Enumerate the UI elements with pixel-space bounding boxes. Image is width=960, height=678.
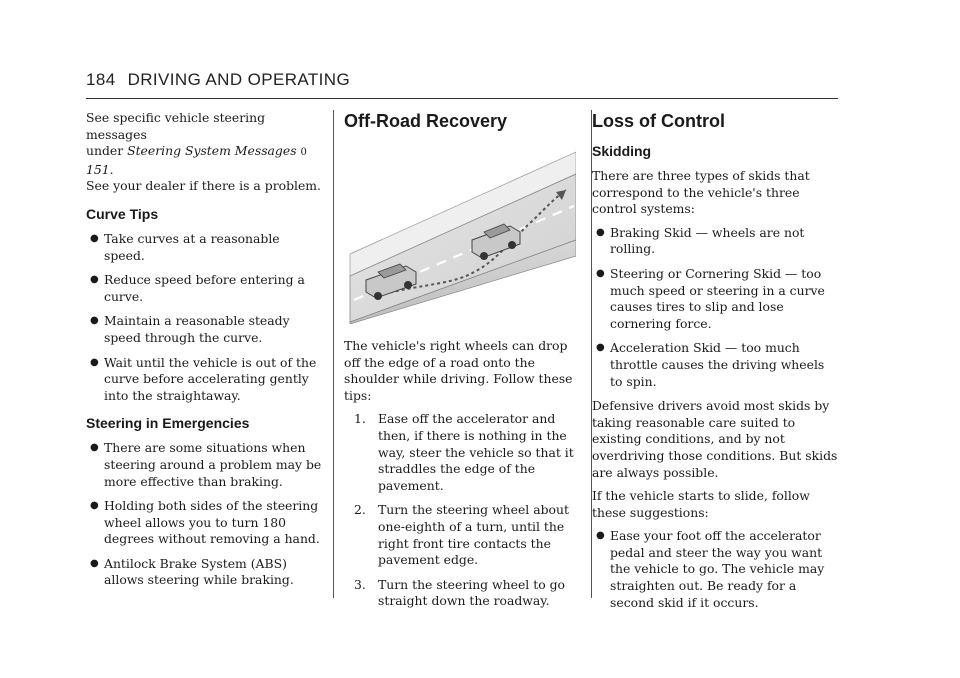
column-3	[592, 110, 838, 619]
list-item-text: Reduce speed before entering a curve.	[104, 272, 305, 304]
list-item-text: Antilock Brake System (ABS) allows steering while braking.	[104, 555, 294, 588]
loss-of-control-heading: Loss of Control	[592, 111, 725, 131]
curve-tips-heading: Curve Tips	[86, 205, 159, 222]
suggestions-list	[592, 528, 838, 611]
list-item-text: There are some situations when steering around a problem may be more effective than braking.	[104, 440, 322, 489]
emergencies-list	[86, 440, 322, 589]
bullet-icon: ●	[90, 356, 99, 368]
off-road-steps	[354, 411, 580, 610]
list-item	[354, 411, 580, 494]
bullet-icon: ●	[90, 315, 99, 327]
bullet-icon: ●	[596, 226, 605, 238]
page-header	[86, 70, 350, 90]
column-divider-1	[333, 110, 334, 598]
bullet-icon: ●	[596, 267, 605, 279]
step-text: Turn the steering wheel to go straight down the roadway.	[378, 576, 565, 609]
intro-line-1: See specific vehicle steering messages	[86, 110, 266, 142]
step-number: 1.	[354, 411, 366, 427]
list-item-text: Take curves at a reasonable speed.	[104, 230, 280, 263]
list-item-text: Steering or Cornering Skid — too much speed or steering in a curve causes tires to slip and lose cornering force.	[610, 265, 825, 331]
list-item	[592, 340, 838, 390]
bullet-icon: ●	[90, 557, 99, 569]
list-item	[86, 556, 322, 589]
slide-paragraph: If the vehicle starts to slide, follow these suggestions:	[592, 488, 810, 520]
skidding-heading: Skidding	[592, 143, 652, 159]
off-road-recovery-illustration	[344, 144, 576, 324]
list-item-text: Braking Skid — wheels are not rolling.	[610, 224, 805, 257]
page-number: 184	[86, 70, 116, 89]
list-item	[86, 231, 322, 264]
step-number: 3.	[354, 576, 366, 592]
bullet-icon: ●	[90, 442, 99, 454]
section-title: DRIVING AND OPERATING	[127, 70, 351, 89]
list-item-text: Holding both sides of the steering wheel allows you to turn 180 degrees without removing a hand.	[104, 498, 320, 547]
skid-intro: There are three types of skids that correspond to the vehicle's three control systems:	[592, 168, 810, 217]
list-item	[592, 266, 838, 332]
skid-types-list	[592, 225, 838, 390]
emergencies-heading: Steering in Emergencies	[86, 415, 250, 432]
column-1	[86, 110, 322, 597]
page-ref-number[interactable]: 151	[86, 161, 110, 177]
intro-line-3: See your dealer if there is a problem.	[86, 178, 321, 194]
bullet-icon: ●	[90, 274, 99, 286]
list-item	[592, 528, 838, 611]
list-item	[354, 577, 580, 610]
list-item	[86, 498, 322, 548]
steering-messages-link[interactable]: Steering System Messages	[127, 143, 297, 159]
list-item-text: Ease your foot off the accelerator pedal and steer the way you want the vehicle to go. The vehicle may straighten out. Be ready for a second skid if it occurs.	[610, 528, 825, 610]
off-road-recovery-heading: Off-Road Recovery	[344, 111, 508, 131]
list-item	[86, 355, 322, 405]
bullet-icon: ●	[596, 342, 605, 354]
defensive-paragraph: Defensive drivers avoid most skids by taking reasonable care suited to existing conditions, and by not overdriving those conditions. But skids are always possible.	[592, 398, 838, 480]
off-road-intro: The vehicle's right wheels can drop off the edge of a road onto the shoulder while driving. Follow these tips:	[344, 338, 573, 403]
step-number: 2.	[354, 502, 366, 518]
column-2	[344, 110, 580, 618]
curve-tips-list	[86, 231, 322, 404]
list-item	[86, 313, 322, 346]
intro-suffix: .	[109, 161, 114, 177]
list-item	[86, 440, 322, 490]
list-item	[592, 225, 838, 258]
list-item	[354, 502, 580, 568]
intro-paragraph	[86, 110, 322, 195]
header-rule	[86, 98, 838, 99]
bullet-icon: ●	[90, 500, 99, 512]
page-ref-icon: 0	[300, 147, 307, 159]
bullet-icon: ●	[90, 232, 99, 244]
list-item-text: Wait until the vehicle is out of the curve before accelerating gently into the straightaway.	[104, 354, 317, 403]
step-text: Turn the steering wheel about one-eighth of a turn, until the right front tire contacts the pavement edge.	[378, 502, 569, 568]
list-item-text: Maintain a reasonable steady speed through the curve.	[104, 313, 290, 345]
bullet-icon: ●	[596, 530, 605, 542]
list-item-text: Acceleration Skid — too much throttle causes the driving wheels to spin.	[610, 340, 825, 389]
intro-prefix: under	[86, 143, 128, 159]
list-item	[86, 272, 322, 305]
step-text: Ease off the accelerator and then, if there is nothing in the way, steer the vehicle so that it straddles the edge of the pavement.	[378, 411, 574, 493]
